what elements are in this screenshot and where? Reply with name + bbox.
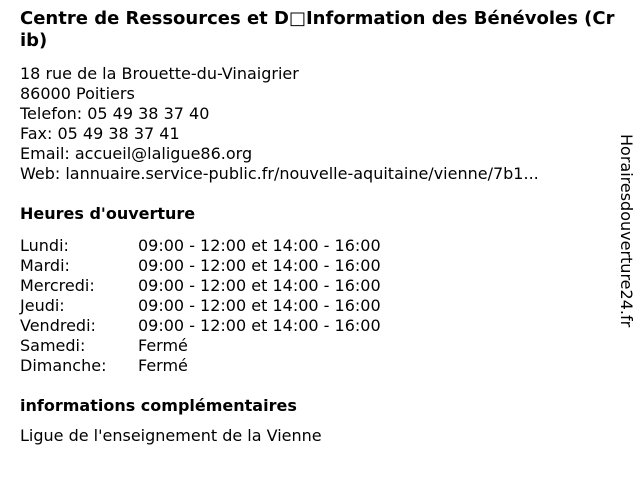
hours-row-monday [20, 236, 600, 256]
place-card [20, 8, 615, 446]
hours-row-wednesday [20, 276, 600, 296]
hours-day: Dimanche: [20, 356, 107, 375]
info-text: Ligue de l'enseignement de la Vienne [20, 426, 322, 445]
info-heading: informations complémentaires [20, 396, 297, 415]
place-title: Centre de Ressources et D□Information des Bénévoles (Crib) [20, 8, 615, 51]
address-street: 18 rue de la Brouette-du-Vinaigrier [20, 64, 299, 83]
phone-line: Telefon: 05 49 38 37 40 [20, 104, 210, 123]
address-block [20, 64, 600, 184]
fax-line: Fax: 05 49 38 37 41 [20, 124, 180, 143]
hours-day: Mercredi: [20, 276, 95, 295]
hours-time: 09:00 - 12:00 et 14:00 - 16:00 [138, 236, 381, 255]
hours-day: Mardi: [20, 256, 70, 275]
hours-time: Fermé [138, 336, 188, 355]
hours-row-saturday [20, 336, 600, 356]
hours-row-sunday [20, 356, 600, 376]
hours-table [20, 236, 600, 376]
web-line: Web: lannuaire.service-public.fr/nouvelle-aquitaine/vienne/7b1... [20, 164, 539, 183]
email-line: Email: accueil@laligue86.org [20, 144, 253, 163]
hours-heading: Heures d'ouverture [20, 204, 196, 223]
hours-time: 09:00 - 12:00 et 14:00 - 16:00 [138, 316, 381, 335]
hours-day: Lundi: [20, 236, 69, 255]
hours-row-friday [20, 316, 600, 336]
hours-row-tuesday [20, 256, 600, 276]
hours-time: 09:00 - 12:00 et 14:00 - 16:00 [138, 256, 381, 275]
hours-day: Jeudi: [20, 296, 65, 315]
hours-day: Vendredi: [20, 316, 96, 335]
address-city: 86000 Poitiers [20, 84, 135, 103]
site-brand-watermark: Horairesdouverture24.fr [617, 134, 636, 328]
hours-time: 09:00 - 12:00 et 14:00 - 16:00 [138, 296, 381, 315]
hours-time: 09:00 - 12:00 et 14:00 - 16:00 [138, 276, 381, 295]
hours-row-thursday [20, 296, 600, 316]
hours-time: Fermé [138, 356, 188, 375]
hours-day: Samedi: [20, 336, 86, 355]
